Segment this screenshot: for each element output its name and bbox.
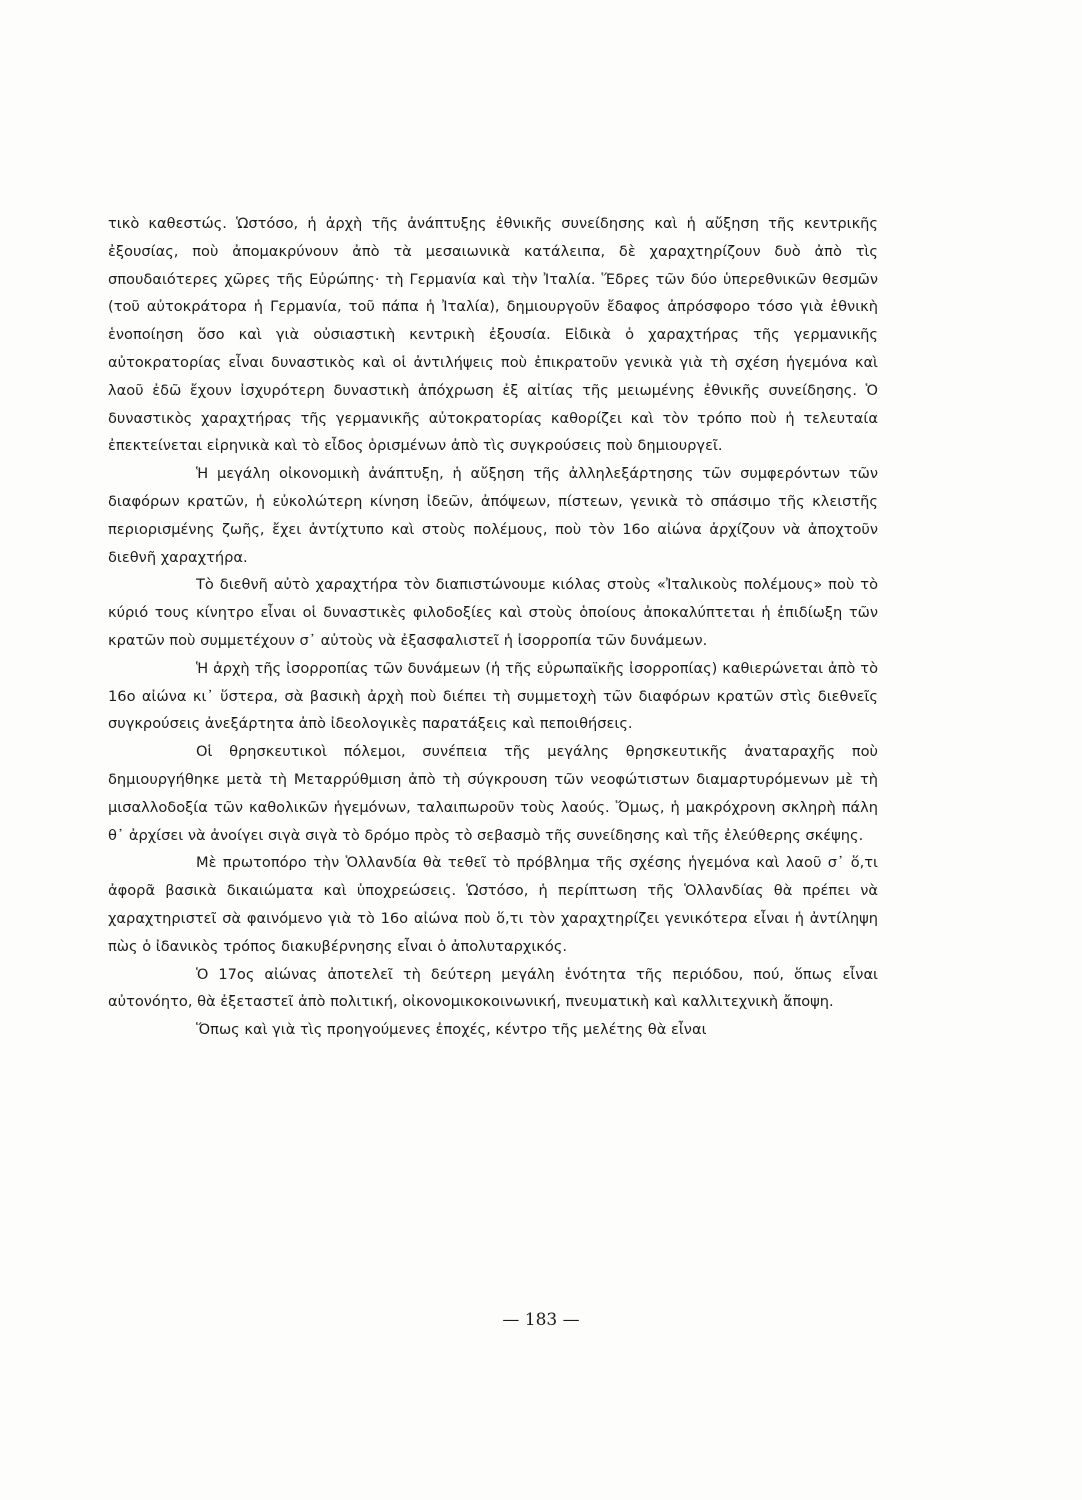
body-text bbox=[108, 210, 878, 1044]
paragraph-5: Οἱ θρησκευτικοὶ πόλεμοι, συνέπεια τῆς μεγάλης θρησκευτικῆς ἀναταραχῆς ποὺ δημιουργήθηκε μετὰ τὴ Μεταρρύθμιση ἀπὸ τὴ σύγκρουση τῶν νεοφώτιστων διαμαρτυρόμενων μὲ τὴ μισαλλοδοξία τῶν καθολικῶν ἡγεμόνων, ταλαιπωροῦν τοὺς λαούς. Ὅμως, ἡ μακρόχρονη σκληρὴ πάλη θ᾽ ἀρχίσει νὰ ἀνοίγει σιγὰ σιγὰ τὸ δρόμο πρὸς τὸ σεβασμὸ τῆς συνείδησης καὶ τῆς ἐλεύθερης σκέψης. bbox=[108, 743, 878, 844]
paragraph-7: Ὁ 17ος αἰώνας ἀποτελεῖ τὴ δεύτερη μεγάλη ἑνότητα τῆς περιόδου, πού, ὅπως εἶναι αὐτονόητο, θὰ ἐξεταστεῖ ἀπὸ πολιτική, οἰκονομικοκοινωνική, πνευματικὴ καὶ καλλιτεχνικὴ ἄποψη. bbox=[108, 965, 878, 1011]
paragraph-1: τικὸ καθεστώς. Ὡστόσο, ἡ ἀρχὴ τῆς ἀνάπτυξης ἐθνικῆς συνείδησης καὶ ἡ αὔξηση τῆς κεντρικῆς ἐξουσίας, ποὺ ἀπομακρύνουν ἀπὸ τὰ μεσαιωνικὰ κατάλειπα, δὲ χαραχτηρίζουν δυὸ ἀπὸ τὶς σπουδαιότερες χῶρες τῆς Εὐρώπης· τὴ Γερμανία καὶ τὴν Ἰταλία. Ἕδρες τῶν δύο ὑπερεθνικῶν θεσμῶν (τοῦ αὐτοκράτορα ἡ Γερμανία, τοῦ πάπα ἡ Ἰταλία), δημιουργοῦν ἔδαφος ἀπρόσφορο τόσο γιὰ ἐθνικὴ ἑνοποίηση ὅσο καὶ γιὰ οὐσιαστικὴ κεντρικὴ ἐξουσία. Εἰδικὰ ὁ χαραχτήρας τῆς γερμανικῆς αὐτοκρατορίας εἶναι δυναστικὸς καὶ οἱ ἀντιλήψεις ποὺ ἐπικρατοῦν γενικὰ γιὰ τὴ σχέση ἡγεμόνα καὶ λαοῦ ἐδῶ ἔχουν ἰσχυρότερη δυναστικὴ ἀπόχρωση ἐξ αἰτίας τῆς μειωμένης ἐθνικῆς συνείδησης. Ὁ δυναστικὸς χαραχτήρας τῆς γερμανικῆς αὐτοκρατορίας καθορίζει καὶ τὸν τρόπο ποὺ ἡ τελευταία ἐπεκτείνεται εἰρηνικὰ καὶ τὸ εἶδος ὁρισμένων ἀπὸ τὶς συγκρούσεις ποὺ δημιουργεῖ. bbox=[108, 215, 878, 455]
paragraph-8: Ὅπως καὶ γιὰ τὶς προηγούμενες ἐποχές, κέντρο τῆς μελέτης θὰ εἶναι bbox=[196, 1021, 707, 1039]
page-number: — 183 — bbox=[502, 1310, 580, 1330]
paragraph-3: Τὸ διεθνῆ αὐτὸ χαραχτήρα τὸν διαπιστώνουμε κιόλας στοὺς «Ἰταλικοὺς πολέμους» ποὺ τὸ κύριό τους κίνητρο εἶναι οἱ δυναστικὲς φιλοδοξίες καὶ στοὺς ὁποίους ἀποκαλύπτεται ἡ ἐπιδίωξη τῶν κρατῶν ποὺ συμμετέχουν σ᾽ αὐτοὺς νὰ ἐξασφαλιστεῖ ἡ ἰσορροπία τῶν δυνάμεων. bbox=[108, 576, 878, 649]
paragraph-6: Μὲ πρωτοπόρο τὴν Ὁλλανδία θὰ τεθεῖ τὸ πρόβλημα τῆς σχέσης ἡγεμόνα καὶ λαοῦ σ᾽ ὅ,τι ἀφορᾶ βασικὰ δικαιώματα καὶ ὑποχρεώσεις. Ὡστόσο, ἡ περίπτωση τῆς Ὁλλανδίας θὰ πρέπει νὰ χαραχτηριστεῖ σὰ φαινόμενο γιὰ τὸ 16ο αἰώνα ποὺ ὅ,τι τὸν χαραχτηρίζει γενικότερα εἶναι ἡ ἀντίληψη πὼς ὁ ἰδανικὸς τρόπος διακυβέρνησης εἶναι ὁ ἀπολυταρχικός. bbox=[108, 854, 878, 955]
paragraph-4: Ἡ ἀρχὴ τῆς ἰσορροπίας τῶν δυνάμεων (ἡ τῆς εὐρωπαϊκῆς ἰσορροπίας) καθιερώνεται ἀπὸ τὸ 16ο αἰώνα κι᾽ ὕστερα, σὰ βασικὴ ἀρχὴ ποὺ διέπει τὴ συμμετοχὴ τῶν διαφόρων κρατῶν στὶς διεθνεῖς συγκρούσεις ἀνεξάρτητα ἀπὸ ἰδεολογικὲς παρατάξεις καὶ πεποιθήσεις. bbox=[108, 659, 878, 733]
paragraph-2: Ἡ μεγάλη οἰκονομικὴ ἀνάπτυξη, ἡ αὔξηση τῆς ἀλληλεξάρτησης τῶν συμφερόντων τῶν διαφόρων κρατῶν, ἡ εὐκολώτερη κίνηση ἰδεῶν, ἀπόψεων, πίστεων, γενικὰ τὸ σπάσιμο τῆς κλειστῆς περιορισμένης ζωῆς, ἔχει ἀντίχτυπο καὶ στοὺς πολέμους, ποὺ τὸν 16ο αἰώνα ἀρχίζουν νὰ ἀποχτοῦν διεθνῆ χαραχτήρα. bbox=[108, 465, 878, 566]
